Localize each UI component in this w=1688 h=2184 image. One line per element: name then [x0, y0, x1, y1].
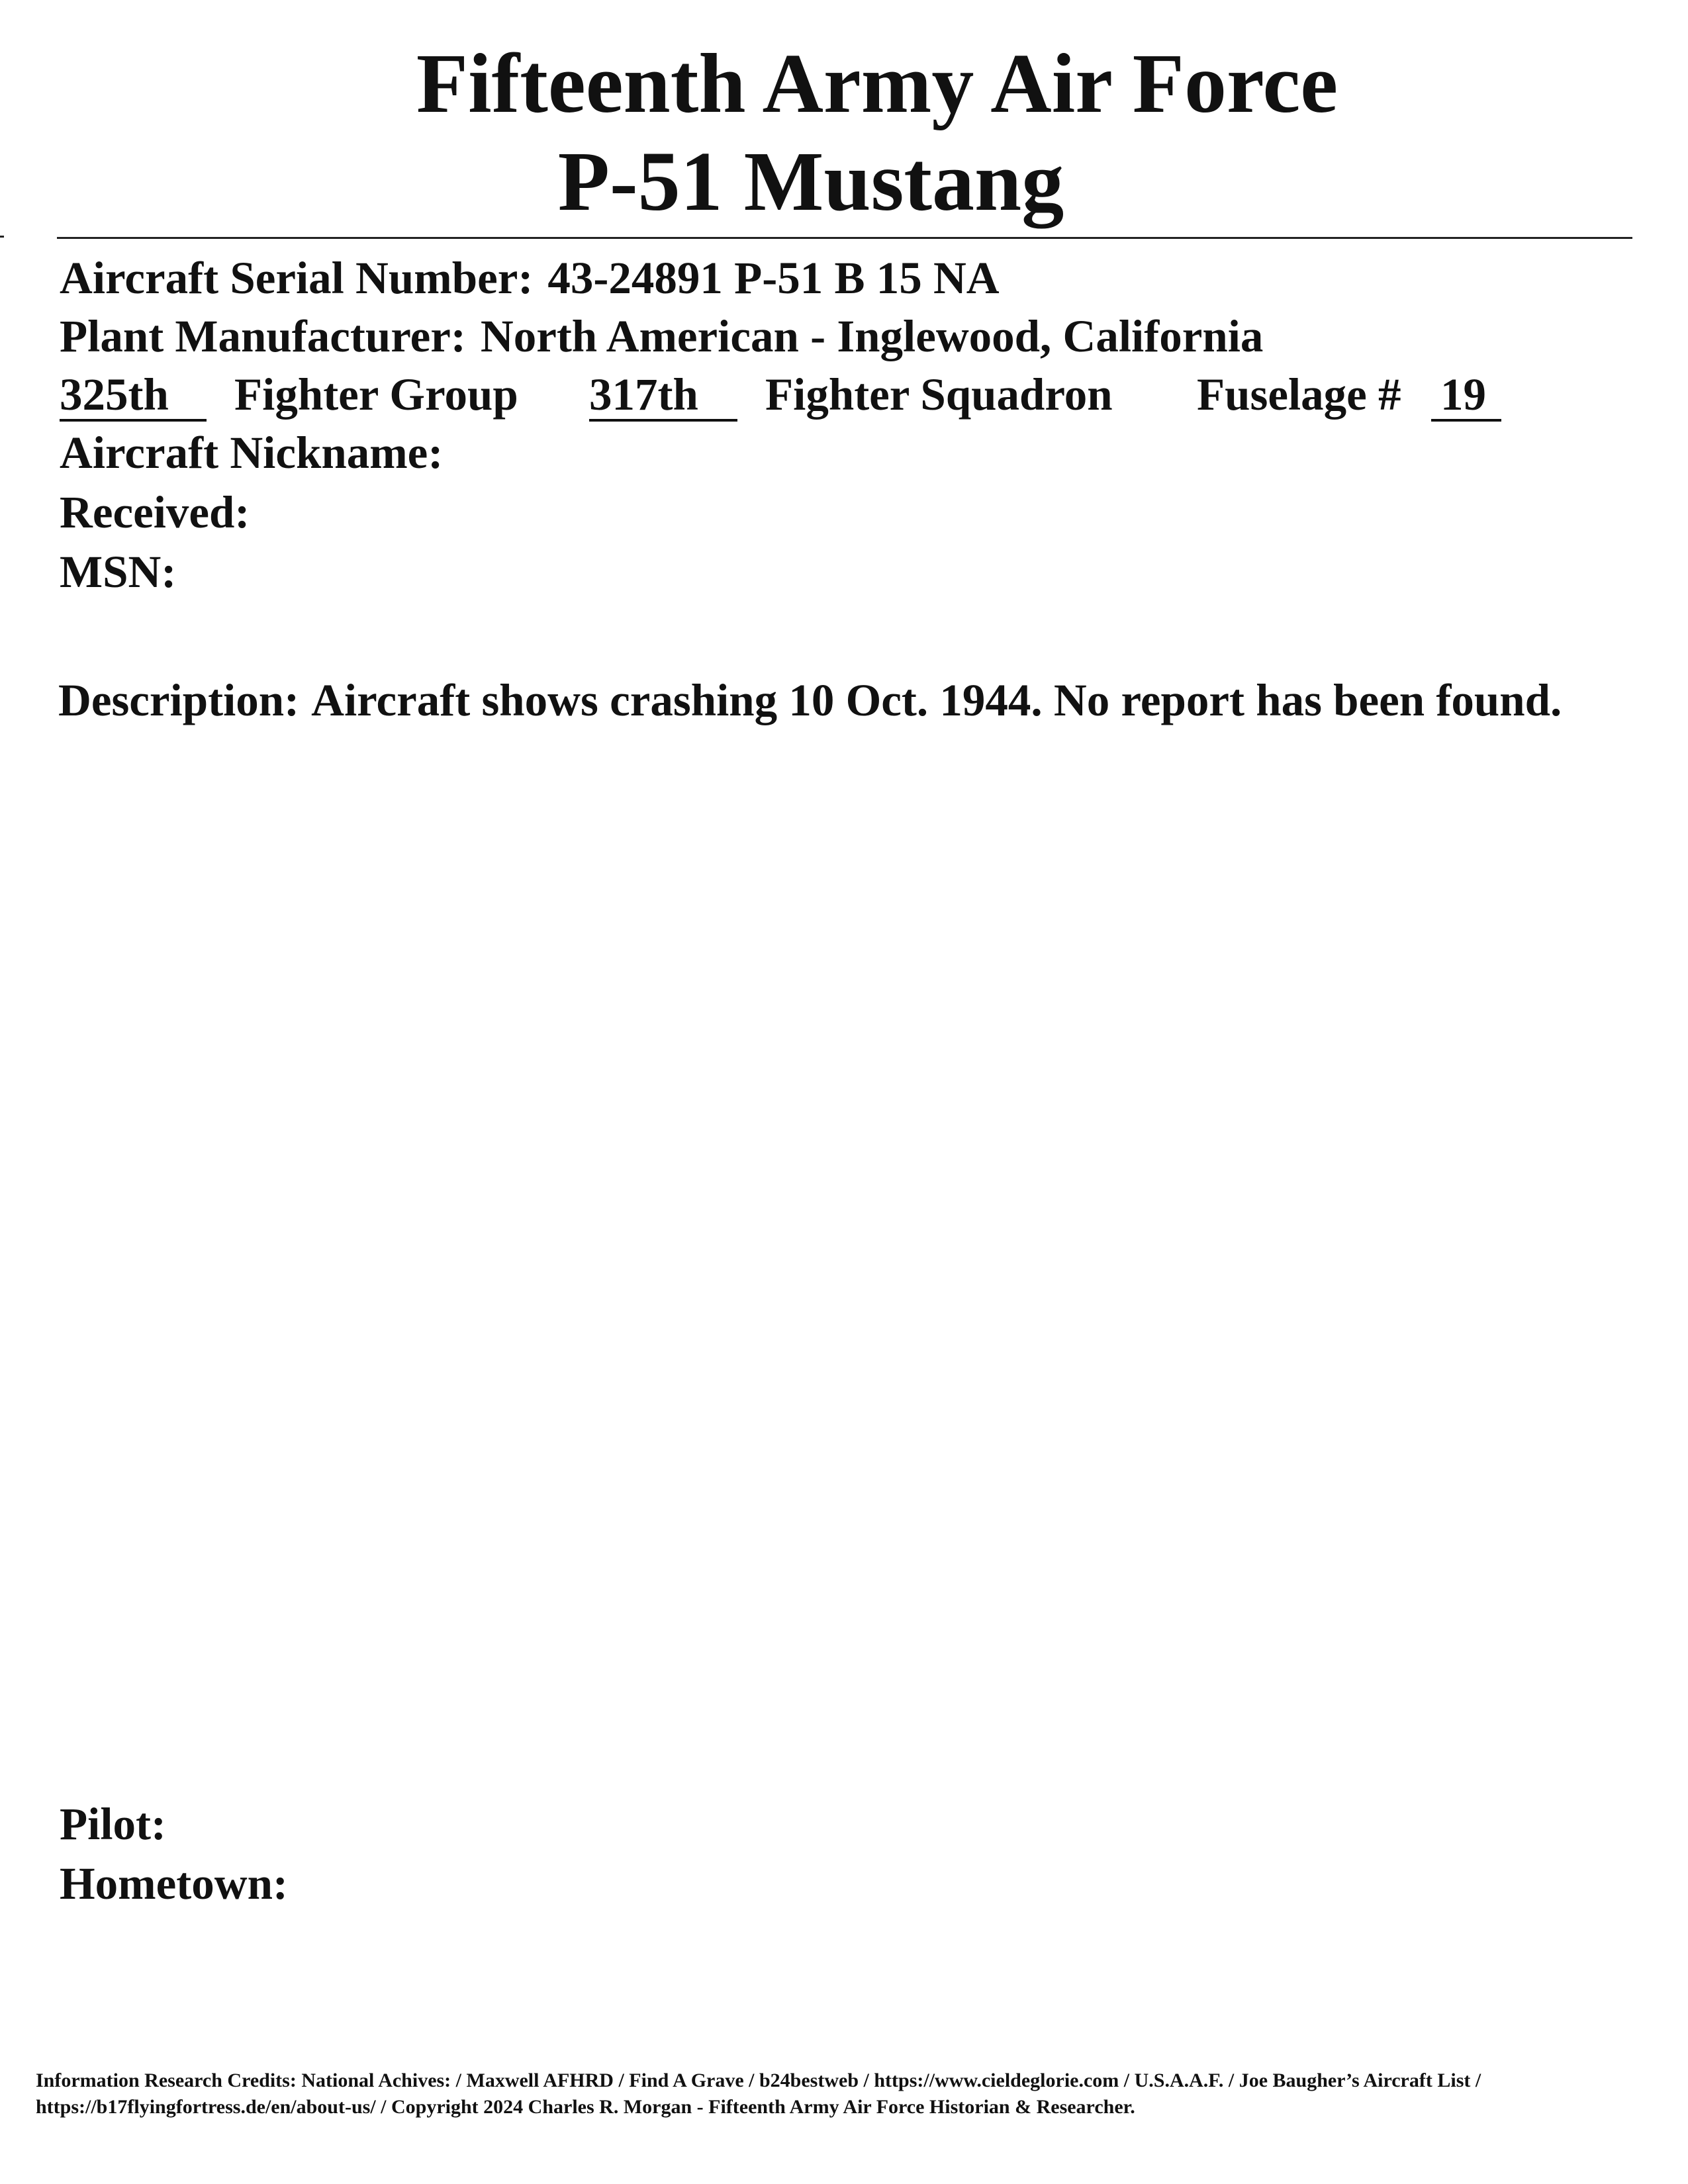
fighter-squadron-value: 317th [589, 372, 737, 422]
description-label: Description: [58, 675, 300, 725]
manufacturer-value: North American - Inglewood, California [480, 311, 1264, 361]
description-block [58, 670, 1594, 731]
msn-row [60, 549, 191, 595]
fuselage-value: 19 [1431, 372, 1501, 422]
received-label: Received: [60, 487, 250, 537]
fighter-squadron-label: Fighter Squadron [765, 369, 1113, 420]
manufacturer-label: Plant Manufacturer: [60, 311, 466, 361]
fighter-group-value: 325th [60, 372, 207, 422]
document-title: Fifteenth Army Air Force [416, 36, 1338, 130]
nickname-row [60, 430, 457, 476]
pilot-label: Pilot: [60, 1799, 166, 1849]
research-credits [36, 2068, 1664, 2120]
serial-number-label: Aircraft Serial Number: [60, 253, 534, 303]
credits-line-1: Information Research Credits: National Achives: / Maxwell AFHRD / Find A Grave / b24bestweb / https://www.cieldeglorie.com / U.S.A.A.F. / Joe Baugher’s Aircraft List / [36, 2070, 1481, 2091]
received-row [60, 487, 264, 537]
header-divider [57, 237, 1632, 239]
hometown-label: Hometown: [60, 1858, 288, 1909]
nickname-label: Aircraft Nickname: [60, 428, 444, 478]
credits-line-2: https://b17flyingfortress.de/en/about-us/ / Copyright 2024 Charles R. Morgan - Fifteenth Army Air Force Historian & Researcher. [36, 2096, 1135, 2118]
margin-tick-mark [0, 236, 4, 238]
serial-number-value: 43-24891 P-51 B 15 NA [547, 253, 1000, 303]
pilot-row [60, 1801, 181, 1847]
manufacturer-row [60, 311, 1264, 361]
msn-label: MSN: [60, 547, 177, 597]
serial-number-row [60, 255, 1000, 301]
description-text: Aircraft shows crashing 10 Oct. 1944. No report has been found. [311, 675, 1562, 725]
hometown-row [60, 1858, 303, 1909]
fighter-group-label: Fighter Group [234, 369, 518, 420]
aircraft-type-title: P-51 Mustang [557, 134, 1064, 228]
fuselage-label: Fuselage # [1197, 369, 1401, 420]
